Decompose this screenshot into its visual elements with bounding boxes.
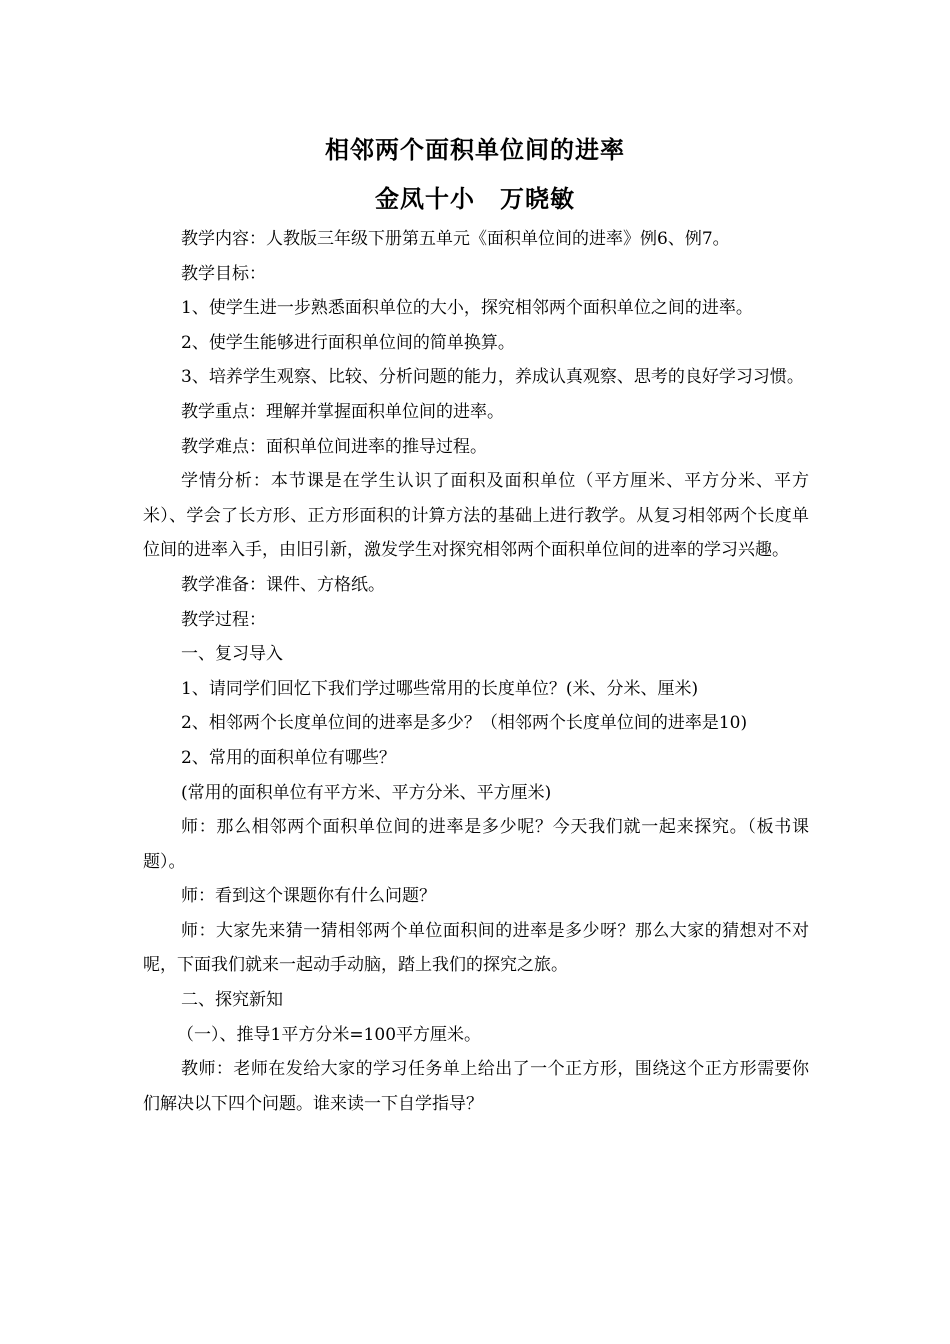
paragraph: 师：看到这个课题你有什么问题？ — [181, 886, 436, 907]
paragraph: 教学难点：面积单位间进率的推导过程。 — [181, 436, 487, 457]
paragraph: 教学内容：人教版三年级下册第五单元《面积单位间的进率》例6、例7。 — [181, 229, 730, 249]
paragraph: 师：那么相邻两个面积单位间的进率是多少呢？今天我们就一起来探究。（板书课题）。 — [143, 817, 809, 872]
section-heading: 一、复习导入 — [181, 644, 283, 665]
document-body — [143, 222, 809, 1121]
paragraph: 1、使学生进一步熟悉面积单位的大小，探究相邻两个面积单位之间的进率。 — [181, 298, 753, 319]
paragraph: 学情分析：本节课是在学生认识了面积及面积单位（平方厘米、平方分米、平方米）、学会了长方形、正方形面积的计算方法的基础上进行教学。从复习相邻两个长度单位间的进率入手，由旧引新，激发学生对探究相邻两个面积单位间的进率的学习兴趣。 — [143, 471, 809, 561]
paragraph: 教师：老师在发给大家的学习任务单上给出了一个正方形，围绕这个正方形需要你们解决以下四个问题。谁来读一下自学指导？ — [143, 1059, 809, 1114]
paragraph: 3、培养学生观察、比较、分析问题的能力，养成认真观察、思考的良好学习习惯。 — [181, 367, 804, 388]
paragraph: （一）、推导1平方分米=100平方厘米。 — [177, 1024, 482, 1045]
paragraph: 师：大家先来猜一猜相邻两个单位面积间的进率是多少呀？那么大家的猜想对不对呢，下面我们就来一起动手动脑，踏上我们的探究之旅。 — [143, 920, 809, 976]
section-heading: 二、探究新知 — [181, 990, 283, 1011]
paragraph: 2、相邻两个长度单位间的进率是多少？（相邻两个长度单位间的进率是10) — [181, 713, 748, 734]
paragraph: 教学目标： — [181, 263, 266, 284]
paragraph: 教学准备：课件、方格纸。 — [181, 574, 385, 595]
paragraph: (常用的面积单位有平方米、平方分米、平方厘米) — [181, 782, 552, 803]
author-line: 金凤十小 万晓敏 — [375, 184, 575, 213]
document-title: 相邻两个面积单位间的进率 — [325, 135, 625, 164]
paragraph: 教学重点：理解并掌握面积单位间的进率。 — [181, 401, 504, 422]
paragraph: 1、请同学们回忆下我们学过哪些常用的长度单位？(米、分米、厘米) — [181, 678, 699, 699]
paragraph: 教学过程： — [181, 609, 266, 630]
paragraph: 2、常用的面积单位有哪些？ — [181, 747, 396, 768]
paragraph: 2、使学生能够进行面积单位间的简单换算。 — [181, 332, 515, 353]
